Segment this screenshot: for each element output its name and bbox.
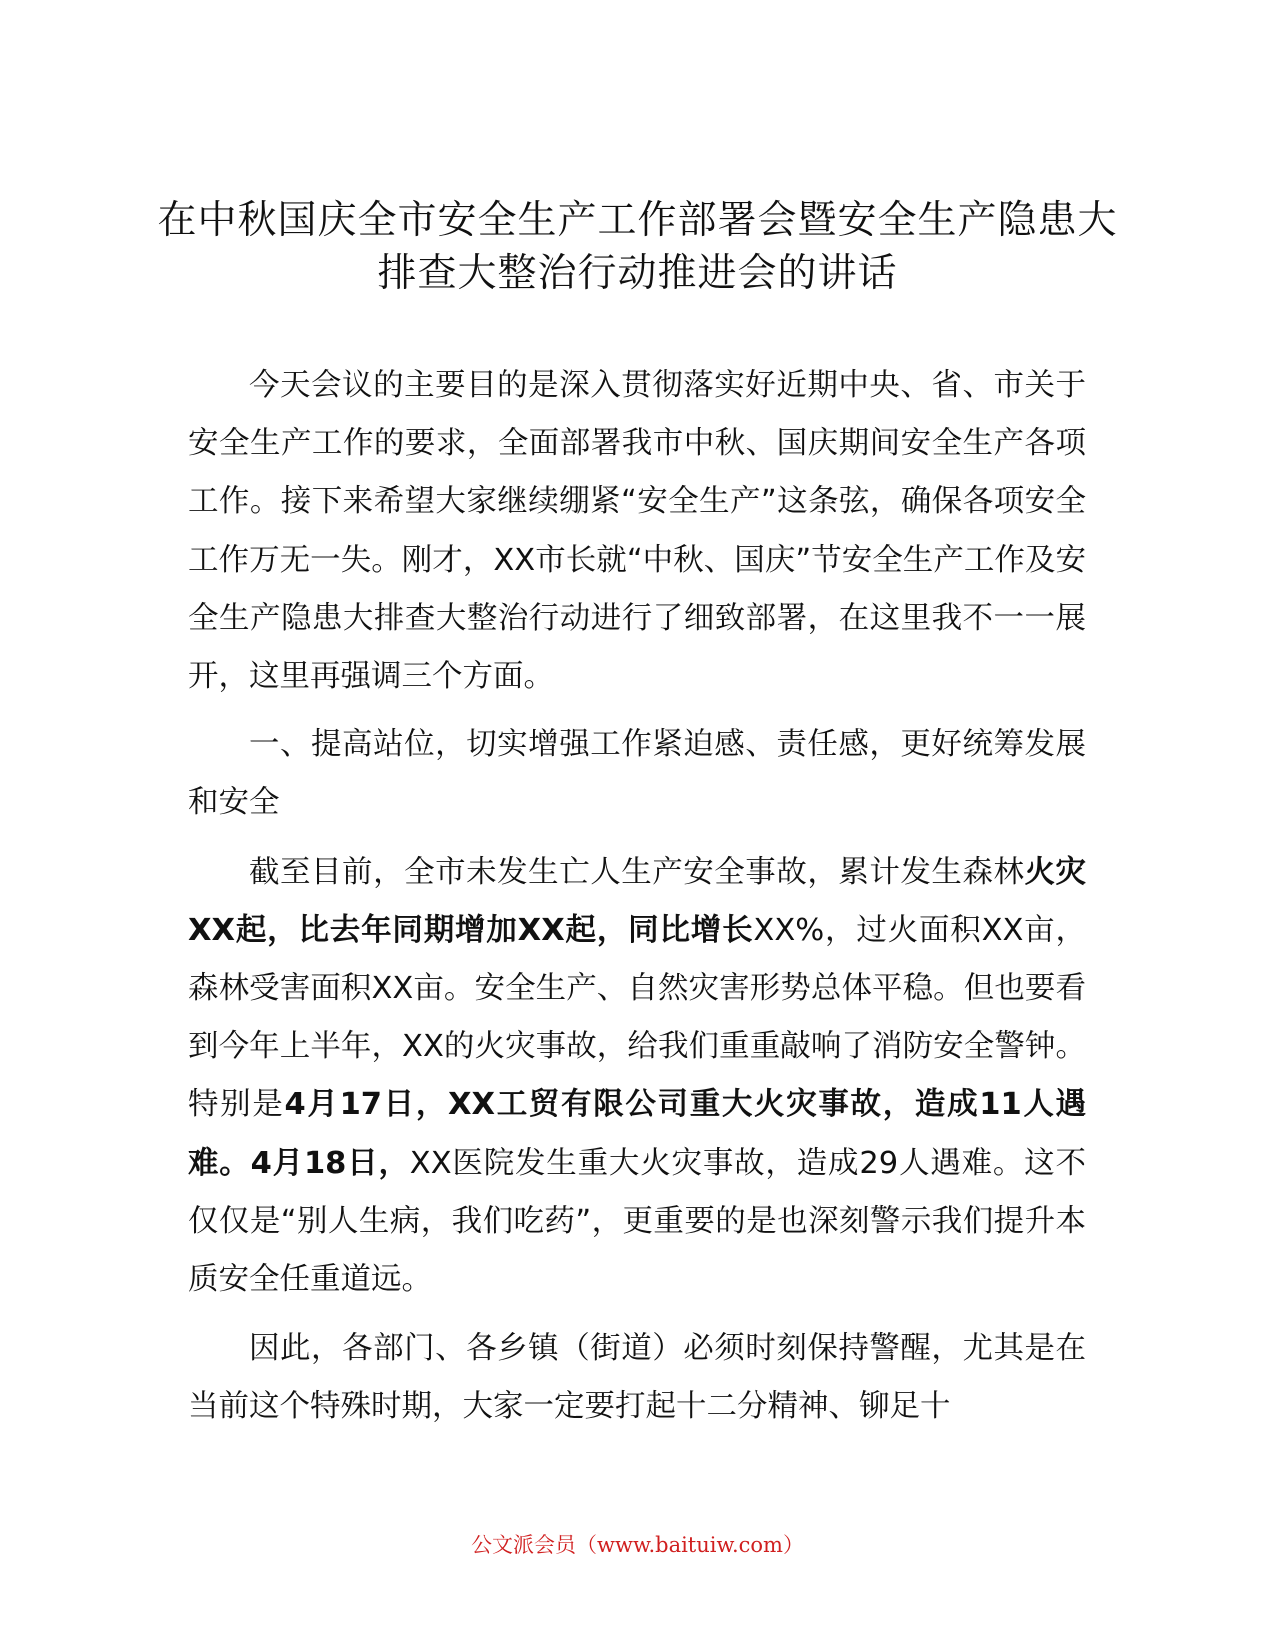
paragraph-statistics-part-c: XX%，过火面积XX亩，森林受害面积XX亩。安全生产、自然灾害形势总体平稳。但也要看到今年上半年，XX的火灾事故，给我们重重敲响了消防安全警钟。特别是: [188, 912, 1086, 1123]
section-heading-one: 一、提高站位，切实增强工作紧迫感、责任感，更好统筹发展和安全: [188, 727, 1086, 821]
paragraph-statistics-part-e: XX医院发生重大火灾事故，造成29人遇难。这不仅仅是“别人生病，我们吃药”，更重要的是也深刻警示我们提升本质安全任重道远。: [188, 1145, 1086, 1298]
paragraph-therefore: 因此，各部门、各乡镇（街道）必须时刻保持警醒，尤其是在当前这个特殊时期，大家一定要打起十二分精神、铆足十: [188, 1331, 1086, 1425]
paragraph-statistics-part-a: 截至目前，全市未发生亡人生产安全事故，累计发生森林: [249, 854, 1025, 890]
paragraph-statistics-part-d: 4月17日，XX工贸有限公司重大火灾事故，造成11人遇难。4月18日，: [188, 1087, 1087, 1181]
document-title: 在中秋国庆全市安全生产工作部署会暨安全生产隐患大排查大整治行动推进会的讲话: [157, 198, 1118, 296]
paragraph-statistics: [188, 844, 1086, 1310]
paragraph-intro: 今天会议的主要目的是深入贯彻落实好近期中央、省、市关于安全生产工作的要求，全面部署我市中秋、国庆期间安全生产各项工作。接下来希望大家继续绷紧“安全生产”这条弦，确保各项安全工作万无一失。刚才，XX市长就“中秋、国庆”节安全生产工作及安全生产隐患大排查大整治行动进行了细致部署，在这里我不一一展开，这里再强调三个方面。: [188, 368, 1086, 695]
watermark-footer: 公文派会员（www.baituiw.com）: [471, 1533, 804, 1557]
paragraph-statistics-part-b: 火灾XX起，比去年同期增加XX起，同比增长: [188, 854, 1087, 948]
document-body: [188, 357, 1086, 1437]
